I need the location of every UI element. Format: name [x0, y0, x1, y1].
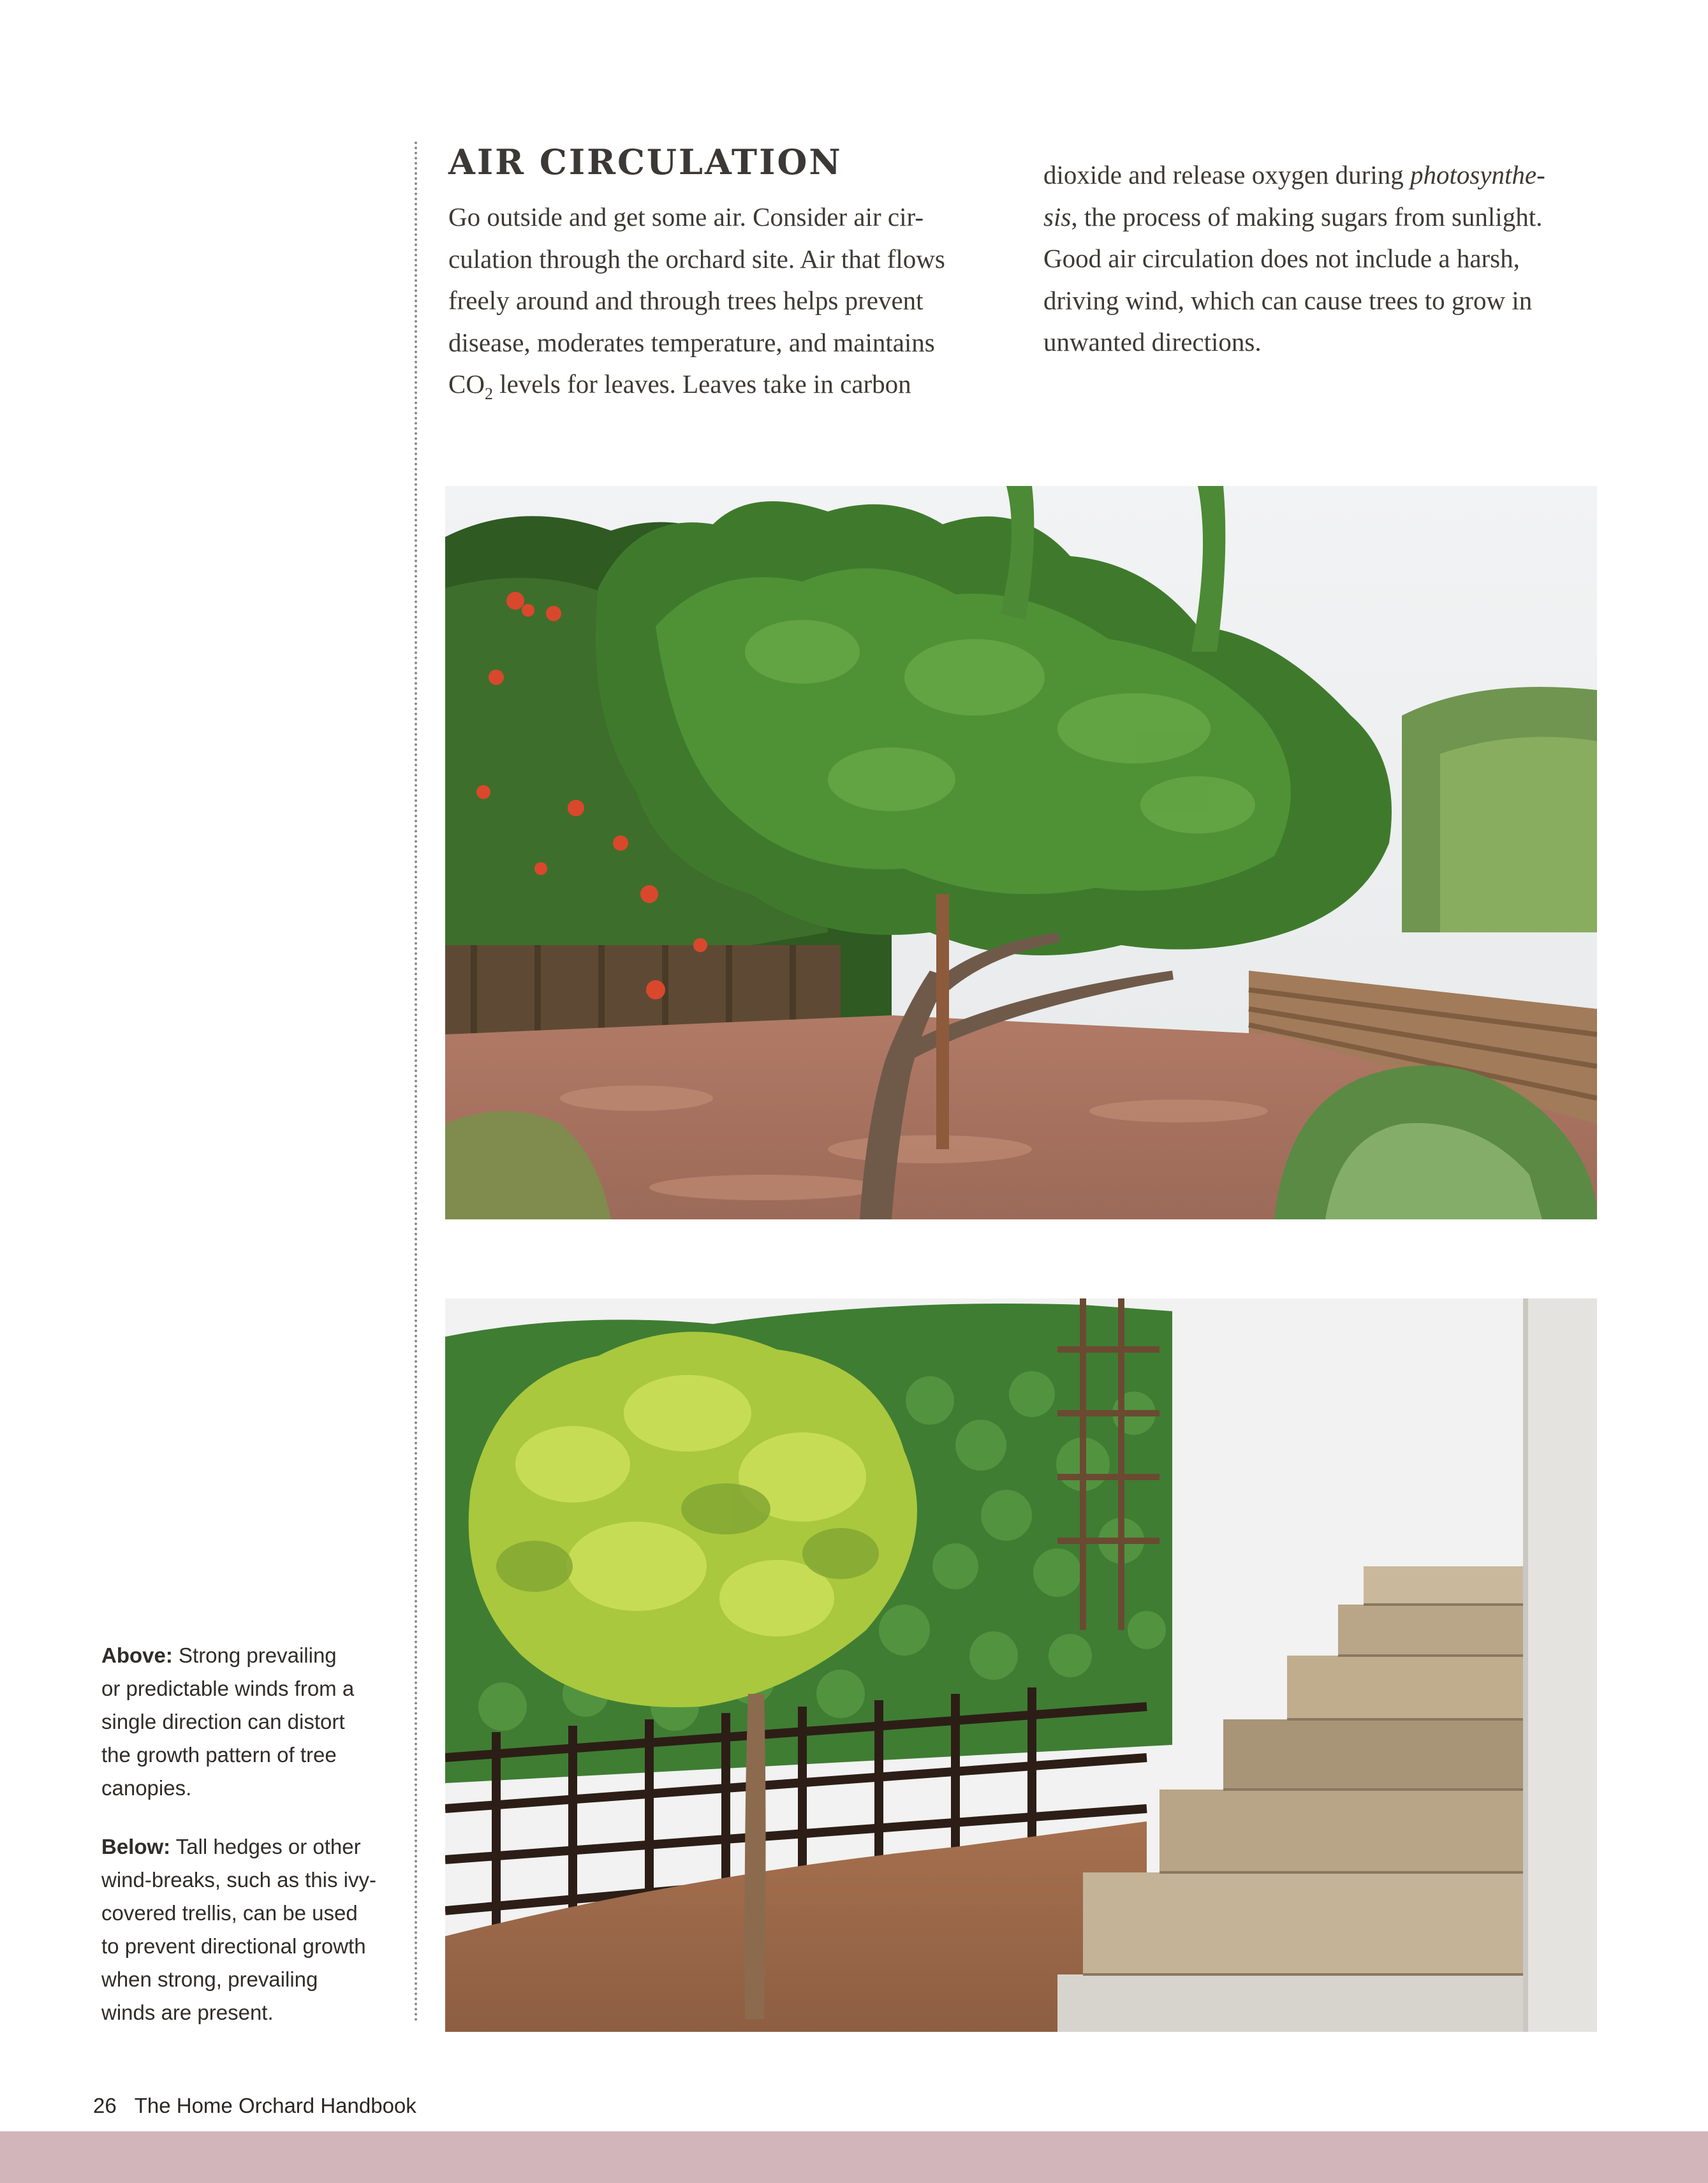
- body-line: Go outside and get some air. Consider air cir-: [448, 202, 924, 232]
- body-column-right: [1043, 154, 1545, 364]
- co2-base: CO: [448, 369, 485, 399]
- caption-label: Below:: [101, 1835, 171, 1858]
- co2-subscript: 2: [484, 385, 493, 403]
- caption-line: [101, 1639, 354, 1672]
- caption-text: Tall hedges or other: [170, 1835, 361, 1858]
- page-number: 26: [93, 2094, 117, 2117]
- caption-line: single direction can distort: [101, 1710, 345, 1733]
- caption-line: winds are present.: [101, 2001, 274, 2024]
- caption-line: covered trellis, can be used: [101, 1901, 358, 1925]
- caption-line: the growth pattern of tree: [101, 1743, 337, 1767]
- body-line: driving wind, which can cause trees to grow in: [1043, 285, 1533, 315]
- body-line: unwanted directions.: [1043, 327, 1262, 356]
- caption-label: Above:: [101, 1643, 173, 1667]
- body-line: disease, moderates temperature, and maintains: [448, 327, 935, 357]
- column-divider: [415, 142, 417, 2023]
- italic-term: photosynthe-: [1410, 160, 1545, 189]
- photo-wind-shaped-tree: [445, 486, 1597, 1219]
- body-line: freely around and through trees helps prevent: [448, 286, 924, 315]
- caption-line: when strong, prevailing: [101, 1967, 318, 1991]
- caption-line: [101, 1830, 376, 1863]
- italic-term: sis: [1043, 202, 1071, 232]
- caption-above: [101, 1639, 354, 1805]
- co2-rest: levels for leaves. Leaves take in carbon: [492, 369, 911, 399]
- body-line: culation through the orchard site. Air that flows: [448, 244, 945, 274]
- footer-color-band: [0, 2131, 1708, 2183]
- body-line: [1043, 196, 1545, 239]
- photo-ivy-trellis: [445, 1298, 1597, 2032]
- book-title: The Home Orchard Handbook: [134, 2094, 416, 2117]
- caption-line: to prevent directional growth: [101, 1934, 366, 1958]
- caption-line: wind-breaks, such as this ivy-: [101, 1868, 376, 1892]
- body-line-co2: [448, 364, 945, 406]
- body-text: , the process of making sugars from sunlight.: [1071, 202, 1543, 232]
- section-heading: AIR CIRCULATION: [448, 142, 843, 182]
- caption-line: or predictable winds from a: [101, 1677, 355, 1700]
- body-line: Good air circulation does not include a harsh,: [1043, 244, 1520, 273]
- body-line: [1043, 154, 1545, 196]
- body-text: dioxide and release oxygen during: [1043, 160, 1410, 189]
- body-column-left: [448, 196, 945, 406]
- page-footer: [93, 2092, 416, 2120]
- caption-below: [101, 1830, 376, 2029]
- caption-line: canopies.: [101, 1776, 192, 1800]
- caption-text: Strong prevailing: [172, 1643, 337, 1667]
